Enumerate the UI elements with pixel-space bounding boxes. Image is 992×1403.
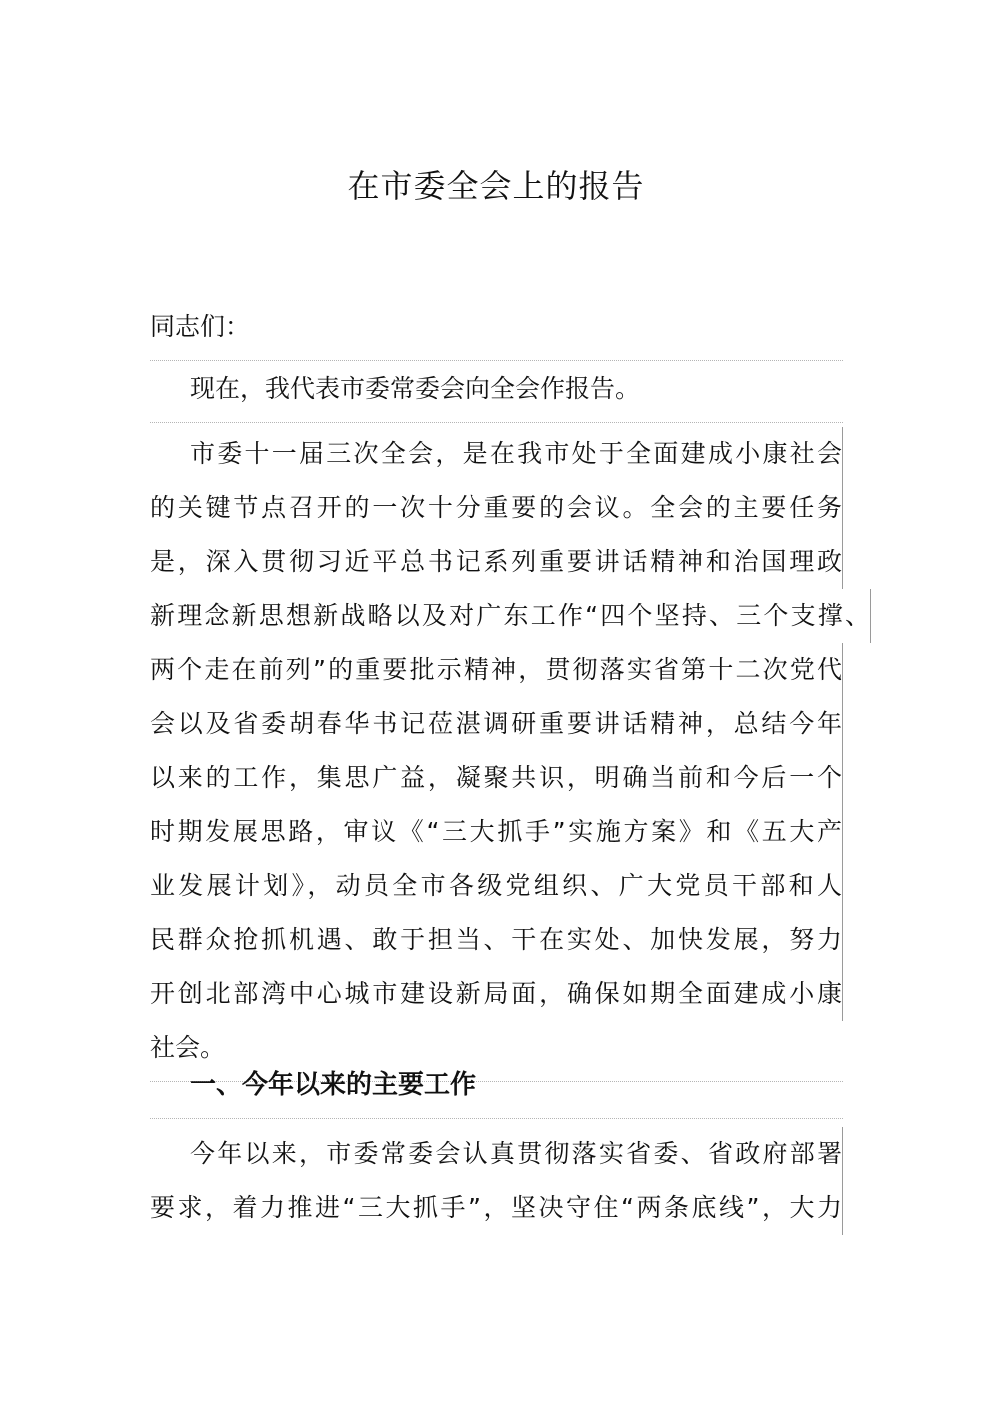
paragraph-line: 社会。 bbox=[150, 1033, 226, 1062]
opening-paragraph bbox=[150, 362, 843, 423]
paragraph-line: 民群众抢抓机遇、敢于担当、干在实处、加快发展，努力 bbox=[150, 913, 843, 967]
intro-paragraph bbox=[150, 427, 870, 1082]
salutation bbox=[150, 300, 843, 361]
paragraph-line: 开创北部湾中心城市建设新局面，确保如期全面建成小康 bbox=[150, 967, 843, 1021]
paragraph-line: 要求，着力推进“三大抓手”，坚决守住“两条底线”，大力 bbox=[150, 1181, 843, 1235]
section-paragraph bbox=[150, 1127, 843, 1235]
paragraph-line: 的关键节点召开的一次十分重要的会议。全会的主要任务 bbox=[150, 481, 843, 535]
paragraph-line: 今年以来，市委常委会认真贯彻落实省委、省政府部署 bbox=[150, 1127, 843, 1181]
paragraph-line: 以来的工作，集思广益，凝聚共识，明确当前和今后一个 bbox=[150, 751, 843, 805]
paragraph-line: 是，深入贯彻习近平总书记系列重要讲话精神和治国理政 bbox=[150, 535, 843, 589]
paragraph-line: 时期发展思路，审议《“三大抓手”实施方案》和《五大产 bbox=[150, 805, 843, 859]
paragraph-line: 市委十一届三次全会，是在我市处于全面建成小康社会 bbox=[150, 427, 843, 481]
section-heading-text: 一、今年以来的主要工作 bbox=[190, 1070, 477, 1100]
opening-text: 现在，我代表市委常委会向全会作报告。 bbox=[190, 374, 641, 403]
document-title: 在市委全会上的报告 bbox=[347, 167, 645, 205]
paragraph-line: 两个走在前列”的重要批示精神，贯彻落实省第十二次党代 bbox=[150, 643, 843, 697]
section-heading bbox=[150, 1058, 843, 1119]
paragraph-line: 会以及省委胡春华书记莅湛调研重要讲话精神，总结今年 bbox=[150, 697, 843, 751]
salutation-text: 同志们： bbox=[150, 312, 251, 341]
paragraph-line: 业发展计划》，动员全市各级党组织、广大党员干部和人 bbox=[150, 859, 843, 913]
paragraph-line: 新理念新思想新战略以及对广东工作“四个坚持、三个支撑、 bbox=[150, 589, 871, 643]
